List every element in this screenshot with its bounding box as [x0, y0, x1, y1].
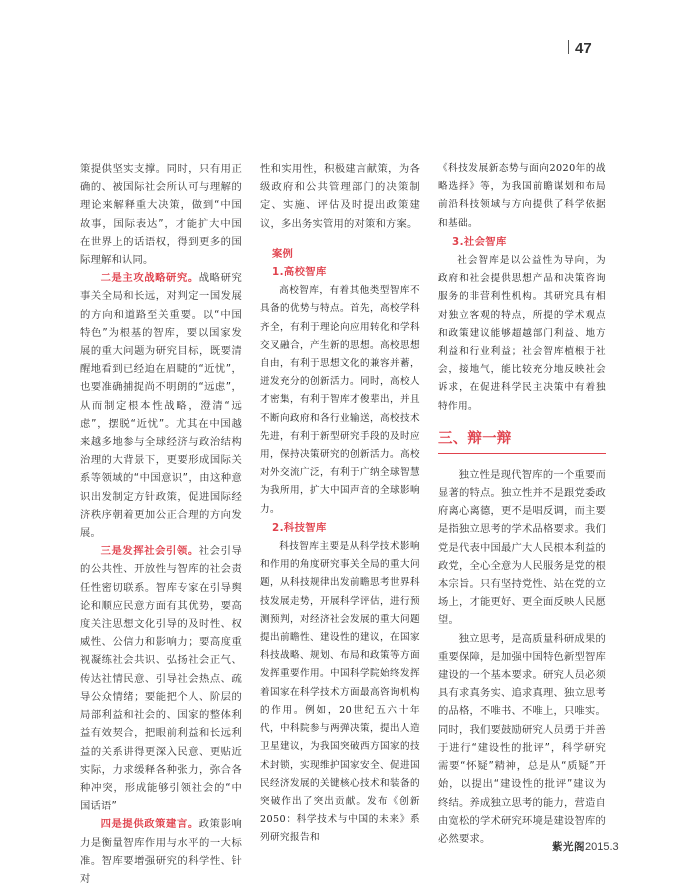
- case-box-column-3: [438, 160, 606, 416]
- intro-paragraph: 策提供坚实支撑。同时，只有用正确的、被国际社会所认可与理解的理论来解释重大决策，做到“中国故事，国际表达”，才能扩大中国在世界上的话语权，得到更多的国际理解和认同。: [80, 163, 242, 267]
- issue-number: 2015.3: [585, 841, 619, 853]
- section-three-header: [438, 426, 606, 454]
- case-1-body: 高校智库，有着其他类型智库不具备的优势与特点。首先，高校学科齐全，有利于理论向应用转化和学科交叉融合，产生新的思想。高校思想自由，有利于思想文化的兼容并蓄，迸发充分的创新活力。同时，高校人才密集，有利于智库才俊辈出，并且不断向政府和各行业输送，高校技术先进，有利于新型研究手段的及时应用，保持决策研究的创新活力。高校对外交流广泛，有利于广纳全球智慧为我所用，扩大中国声音的全球影响力。: [260, 285, 420, 515]
- case-2-heading: [260, 519, 420, 538]
- point-four-continuation: 性和实用性，积极建言献策，为各级政府和公共管理部门的决策制定、实施、评估及时提出政策建议，多出务实管用的对策和方案。: [260, 163, 420, 230]
- case-1-heading-text: 1.高校智库: [272, 266, 327, 279]
- point-three-paragraph: [80, 542, 242, 815]
- point-two-heading: 二是主攻战略研究。: [100, 272, 199, 285]
- case-3-heading-text: 3.社会智库: [452, 235, 507, 248]
- case-label: [260, 245, 420, 263]
- page-number: 47: [568, 40, 592, 57]
- case-1-heading: [260, 263, 420, 282]
- page-number-divider: [568, 40, 569, 54]
- case-2-continuation: 《科技发展新态势与面向2020年的战略选择》等，为我国前瞻谋划和布局前沿科技领域与方向提供了科学依据和基础。: [438, 163, 606, 229]
- point-three-body: 社会引导的公共性、开放性与智库的社会责任性密切联系。智库专家在引导舆论和顺应民意方面有其优势，要高度关注思想文化引导的及时性、权威性、公信力和影响力；要高度重视凝练社会共识、弘扬社会正气、传达社情民意、引导社会热点、疏导公众情绪；要能把个人、阶层的局部利益和社会的、国家的整体利益有效契合，把眼前利益和长远利益的关系讲得更深入民意、更贴近实际，力求缓释各种张力，弥合各种冲突，形成能够引领社会的“中国话语”: [80, 545, 242, 813]
- case-label-text: 案例: [272, 247, 293, 260]
- point-four-paragraph: [80, 815, 242, 888]
- section-three-paragraph-1: 独立性是现代智库的一个重要而显著的特点。独立性并不是跟党委政府离心离德，更不是唱反调，而主要是指独立思考的学术品格要求。我们党是代表中国最广大人民根本利益的政党，全心全意为人民服务是党的根本宗旨。只有坚持党性、站在党的立场上，才能更好、更全面反映人民愿望。: [438, 468, 606, 627]
- section-three-paragraph-2: 独立思考，是高质量科研成果的重要保障，是加强中国特色新型智库建设的一个基本要求。研究人员必须具有求真务实、追求真理、独立思考的品格，不唯书、不唯上，只唯实。同时，我们要鼓励研究人员勇于并善于进行“建设性的批评”，科学研究需要“怀疑”精神，总是从“质疑”开始，以提出“建设性的批评”建议为终结。养成独立思考的能力，营造自由宽松的学术研究环境是建设智库的必然要求。: [438, 632, 606, 845]
- point-three-heading: 三是发挥社会引领。: [100, 545, 199, 558]
- point-four-heading: 四是提供政策建言。: [100, 818, 199, 831]
- case-2-body: 科技智库主要是从科学技术影响和作用的角度研究事关全局的重大问题，从科技规律出发前瞻思考世界科技发展走势，开展科学评估，进行预测预判，对经济社会发展的重大问题提出前瞻性、建设性的建议，在国家科技战略、规划、布局和政策等方面发挥重要作用。中国科学院始终发挥着国家在科学技术方面最高咨询机构的作用。例如，20世纪五六十年代，中科院参与两弹决策，提出人造卫星建议，为我国突破西方国家的技术封锁，实现维护国家安全、促进国民经济发展的关键核心技术和装备的突破作出了突出贡献。发布《创新2050：科学技术与中国的未来》系列研究报告和: [260, 541, 420, 844]
- column-1: [80, 160, 242, 888]
- journal-logo: 紫光阁: [552, 841, 585, 853]
- case-box-column-2: [260, 263, 420, 848]
- point-four-body: 政策影响力是衡量智库作用与水平的一大标准。智库要增强研究的科学性、针对: [80, 818, 242, 885]
- section-three-title: 三、辩一辩: [438, 430, 512, 447]
- case-2-heading-text: 2.科技智库: [272, 521, 327, 534]
- column-3: [438, 160, 606, 848]
- page-footer: [552, 839, 619, 854]
- point-two-paragraph: [80, 269, 242, 542]
- column-2: [260, 160, 420, 848]
- case-3-body: 社会智库是以公益性为导向，为政府和社会提供思想产品和决策咨询服务的非营利性机构。其研究具有相对独立客观的特点，所提的学术观点和政策建议能够超越部门利益、地方利益和行业利益；社会智库植根于社会，接地气，能比较充分地反映社会诉求，在促进科学民主决策中有着独特作用。: [438, 255, 606, 412]
- point-two-body: 战略研究事关全局和长远，对判定一国发展的方向和道路至关重要。以“中国特色”为根基的智库，要以国家发展的重大问题为研究目标，既要清醒地看到已经迫在眉睫的“近忧”，也要准确捕捉尚不明朗的“远虑”，从而制定根本性战略，澄清“远虑”，摆脱“近忧”。尤其在中国越来越多地参与全球经济与政治结构治理的大背景下，更要形成国际关系等领域的“中国意识”，由这种意识出发制定方针政策，促进国际经济秩序朝着更加公正合理的方向发展。: [80, 272, 242, 540]
- case-3-heading: [438, 233, 606, 252]
